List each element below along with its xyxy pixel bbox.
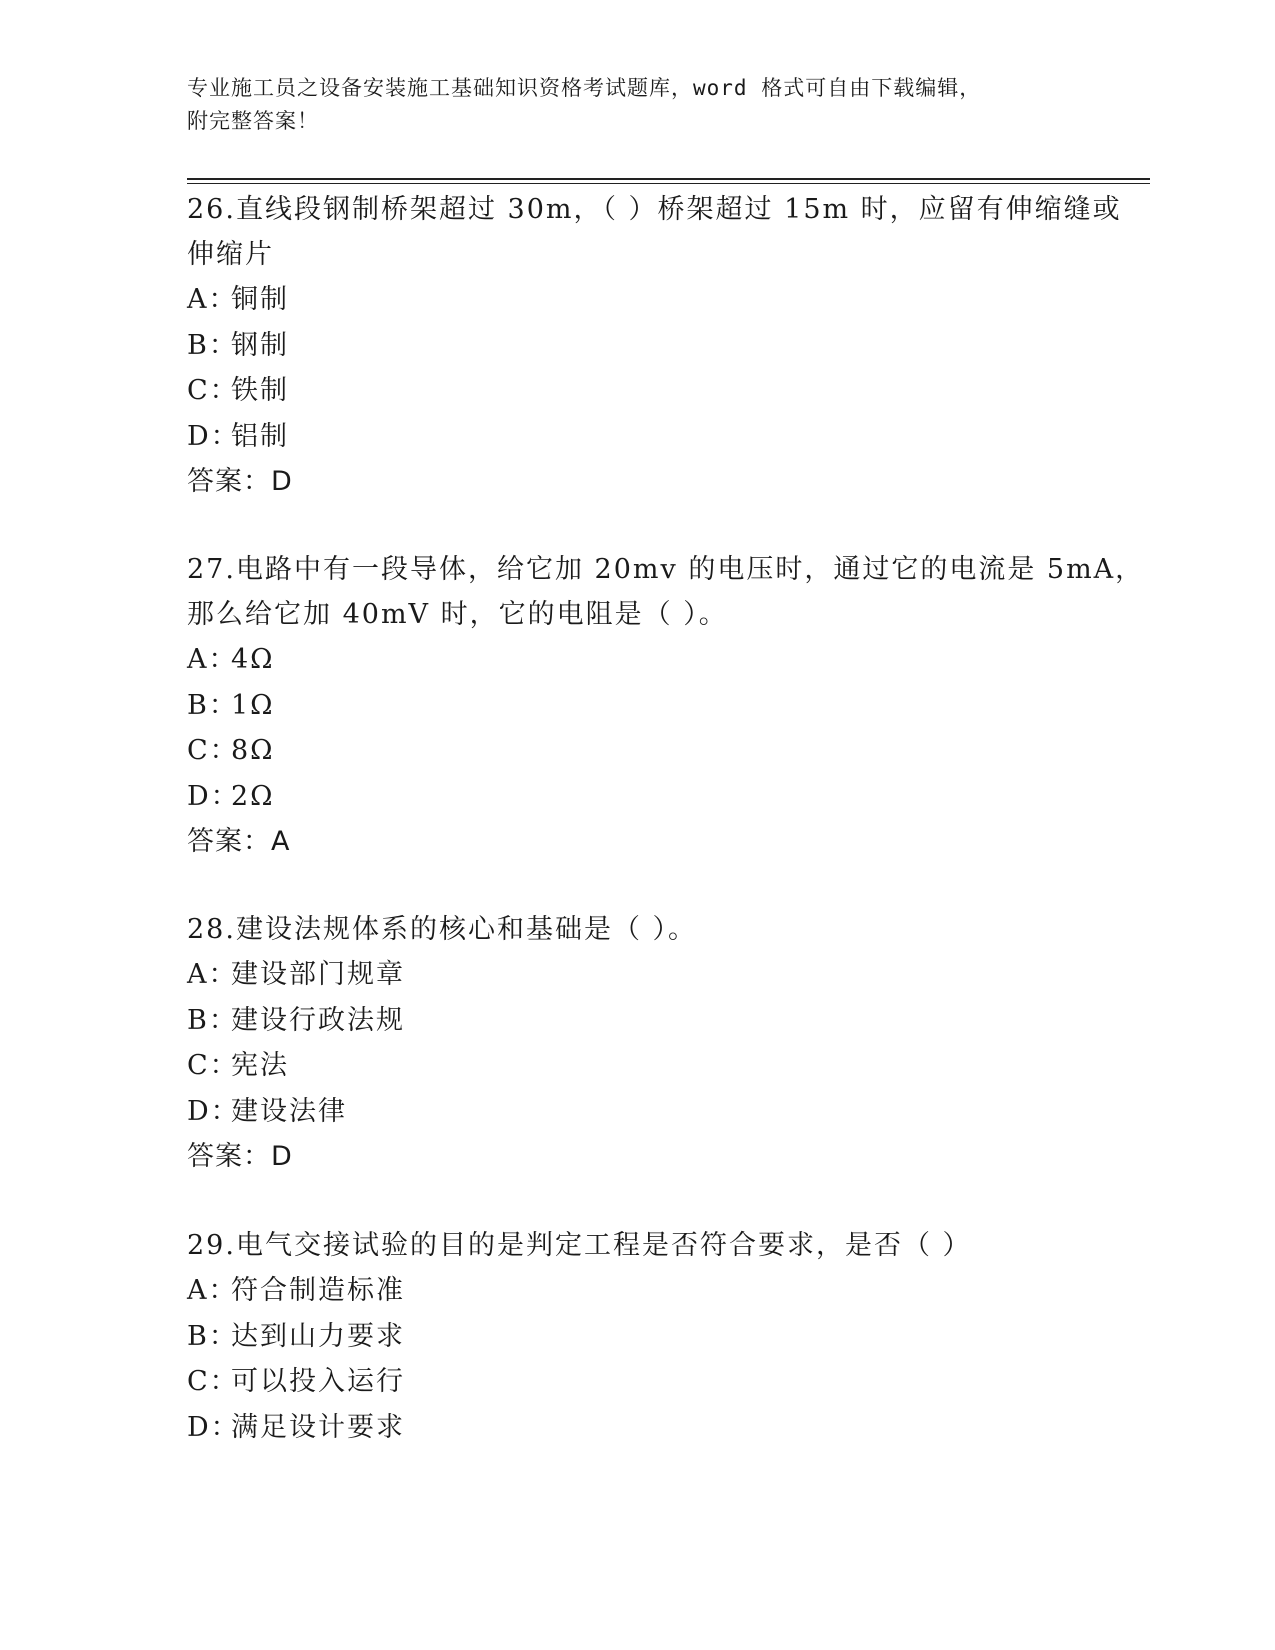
question-block [187, 907, 1087, 1180]
question-block [187, 547, 1145, 865]
option-text: 达到山力要求 [231, 1320, 405, 1352]
option-text: 铁制 [231, 375, 289, 406]
question-stem-line: 26.直线段钢制桥架超过 30m，（ ）桥架超过 15m 时，应留有伸缩缝或 [187, 194, 1122, 225]
header-divider [187, 183, 1150, 184]
option-letter: A： [187, 284, 238, 315]
question-stem-line: 伸缩片 [187, 239, 274, 270]
option-text: 4Ω [231, 644, 275, 675]
option-letter: D： [187, 420, 240, 452]
option-text: 建设法律 [231, 1095, 347, 1127]
option-d [187, 414, 1087, 460]
option-c [187, 1359, 1087, 1405]
option-text: 2Ω [231, 780, 275, 812]
option-letter: C： [187, 375, 239, 406]
option-a [187, 1268, 1087, 1314]
option-text: 铜制 [231, 284, 289, 315]
document-header [187, 72, 1087, 138]
option-letter: C： [187, 735, 239, 766]
option-b [187, 323, 1087, 369]
option-text: 8Ω [231, 735, 275, 766]
option-letter: C： [187, 1366, 239, 1397]
question-stem-line: 27.电路中有一段导体，给它加 20mv 的电压时，通过它的电流是 5mA， [187, 554, 1145, 585]
header-line: 附完整答案！ [187, 109, 319, 133]
option-c [187, 1043, 1087, 1089]
option-text: 建设部门规章 [231, 959, 405, 990]
question-stem-line: 28.建设法规体系的核心和基础是（ ）。 [187, 914, 698, 945]
option-b [187, 683, 1087, 729]
option-text: 建设行政法规 [231, 1004, 405, 1036]
option-letter: C： [187, 1050, 239, 1081]
option-letter: D： [187, 1411, 240, 1443]
option-letter: B： [187, 329, 238, 361]
question-block [187, 187, 1122, 505]
question-block [187, 1223, 1087, 1450]
option-a [187, 277, 1087, 323]
option-text: 宪法 [231, 1050, 289, 1081]
option-text: 1Ω [231, 689, 275, 721]
option-letter: D： [187, 1095, 240, 1127]
header-divider [187, 178, 1150, 180]
option-letter: A： [187, 1275, 238, 1306]
option-letter: A： [187, 644, 238, 675]
option-text: 钢制 [231, 329, 289, 361]
question-stem-line: 29.电气交接试验的目的是判定工程是否符合要求，是否（ ） [187, 1230, 972, 1261]
option-letter: D： [187, 780, 240, 812]
option-d [187, 1089, 1087, 1135]
option-letter: A： [187, 959, 238, 990]
option-letter: B： [187, 689, 238, 721]
option-a [187, 952, 1087, 998]
option-letter: B： [187, 1320, 238, 1352]
option-b [187, 998, 1087, 1044]
option-letter: B： [187, 1004, 238, 1036]
option-d [187, 1405, 1087, 1451]
answer-line: 答案：D [187, 466, 293, 497]
answer-line: 答案：D [187, 1141, 293, 1172]
option-text: 可以投入运行 [231, 1366, 405, 1397]
option-b [187, 1314, 1087, 1360]
option-a [187, 637, 1087, 683]
question-stem-line: 那么给它加 40mV 时，它的电阻是（ ）。 [187, 599, 728, 630]
option-text: 满足设计要求 [231, 1411, 405, 1443]
option-d [187, 774, 1087, 820]
option-c [187, 368, 1087, 414]
option-text: 铝制 [231, 420, 289, 452]
option-text: 符合制造标准 [231, 1275, 405, 1306]
header-line: 专业施工员之设备安装施工基础知识资格考试题库，word 格式可自由下载编辑， [187, 76, 982, 100]
option-c [187, 728, 1087, 774]
answer-line: 答案：A [187, 826, 291, 857]
